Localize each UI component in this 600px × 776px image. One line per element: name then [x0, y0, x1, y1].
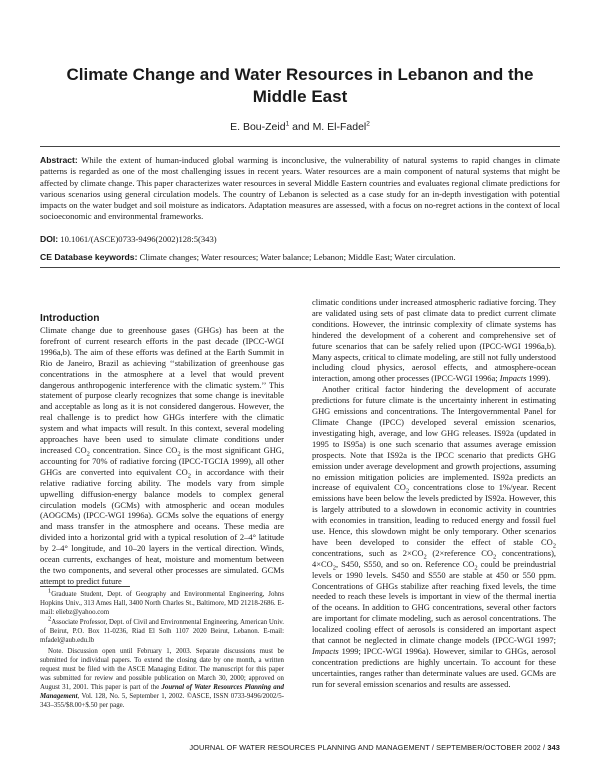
page-number: 343: [547, 743, 560, 752]
section-heading-introduction: Introduction: [40, 313, 100, 324]
intro-text: Climate change due to greenhouse gases (GHGs) has been at the forefront of current research efforts in the past decade (IPCC-WGI 1996a,b). The aim of these efforts was defined at the Earth Summit in Rio de Janeiro, Brazil as achieving ‘‘stabilization of greenhouse gas concentrations in the atmosphere at a level that would prevent dangerous anthropogenic interference with the climatic system.’’ This statement of purpose clearly recognizes that some change is inevitable and acceptable as long as it is not considered dangerous. However, the real challenge is to predict how GHGs interfere with the climatic system and what impacts will result. In this context, several modeling approaches have been used to simulate climate conditions under increased CO: [40, 325, 284, 455]
intro-paragraph: [40, 325, 284, 587]
right-paragraph-2: Another critical factor hindering the development of accurate predictions for future climate is the uncertainty inherent in estimating GHG emissions and concentrations. The Intergovernmental Panel for Climate Change (IPCC) developed several emission scenarios, investigating high, average, and low GHG releases. IS92a (updated in 1995 to IS95a) is one such scenario that assumes average emission prospects. Note that IS92a is the IPCC scenario that predicts GHG emission under average development and growth projections, assuming no emission mitigation policies are implemented. IS92a predicts an increase of equivalent $CO_2$ concentrations close to 1%/year. Recent emissions have been below the levels predicted by IS92a. However, this is largely attributed to a slowdown in economic activity in countries with economies in transition, leading to reduced energy and fossil fuel use. Hence, this slowdown might be only temporary. Other scenarios have been developed to consider the effect of stable $CO_2$ concentrations, such as $2\times CO_2$ (2×reference $CO_2$ concentrations), $4\times CO_2$, S450, S550, and so on. Reference $CO_2$ could be preindustrial levels or 1990 levels. S450 and S550 are stable at 450 or 550 ppm. Concentrations of GHGs stabilize after reaching fixed levels, the time needed to reach these levels is important in view of the thermal inertia of the oceans. In addition to GHG concentrations, several other factors are important for climate modeling, such as aerosol concentrations. The localized cooling effect of aerosols is considered an important aspect that cannot be neglected in climate change models (IPCC-WGI 1997; Impacts 1999; IPCC-WGI 1996a). However, similar to GHGs, aerosol concentration predictions are highly uncertain. To account for these uncertainties, ranges rather than determinate values are used. GCMs are run for several emission scenarios and results are assessed.: [312, 384, 557, 689]
note-text: , Vol. 128, No. 5, September 1, 2002. ©ASCE, ISSN 0733-9496/2002/5-343–355/$8.00+$.50 per page.: [40, 693, 284, 710]
intro-text: in accordance with their relative radiative forcing ability. The models vary from simple upwelling diffusion-energy balance models to complex general circulation models (GCMs) with atmospheric and ocean modules (AOGCMs) (IPCC-WGI 1996a). GCMs solve the equations of energy and mass transfer in the atmosphere and oceans. These media are divided into a horizontal grid with a typical resolution of 2–4° latitude by 2–4° longitude, and 10–20 layers in the vertical direction. Winds, ocean currents, exchanges of heat, moisture and momentum between the two components, and several other processes are simulated. GCMs attempt to predict future: [40, 466, 284, 586]
abstract-label: Abstract:: [40, 155, 78, 165]
keywords-label: CE Database keywords:: [40, 252, 138, 262]
footnote-2: [40, 615, 284, 645]
footnote-text: Graduate Student, Dept. of Geography and Environmental Engineering, Johns Hopkins Univ., 313 Ames Hall, 3400 North Charles St., Baltimore, MD 21218-2686. E-mail: eliebz@yahoo.com: [40, 591, 284, 617]
subscript: 2: [187, 472, 191, 480]
intro-text: concentration. Since CO: [89, 444, 178, 455]
journal-name: Journal of Water Resources Planning and Management: [40, 683, 284, 701]
footnote-1: [40, 587, 284, 617]
abstract: [40, 155, 560, 223]
footnote-mark: 2: [48, 615, 52, 623]
author-name: E. Bou-Zeid: [230, 121, 286, 133]
top-rule: [40, 146, 560, 147]
intro-text: is the most significant GHG, accounting for 70% of radiative forcing (IPCC-TGCIA 1999), all other GHGs are converted into equivalent CO: [40, 444, 284, 477]
author-joiner: and: [289, 121, 313, 133]
author-footnote-mark: 2: [366, 120, 370, 128]
page-footer: [40, 743, 560, 752]
note-text: Note. Discussion open until February 1, 2003. Separate discussions must be submitted for individual papers. To extend the closing date by one month, a written request must be filed with the ASCE Managing Editor. The manuscript for this paper was submitted for review and possible publication on March 30, 2000; approved on August 31, 2001. This paper is part of the: [40, 647, 284, 691]
footnote-rule: [40, 586, 130, 587]
doi-line: [40, 234, 560, 244]
footnotes: [40, 587, 284, 711]
footnote-note: [40, 647, 284, 711]
right-paragraph-1: climatic conditions under increased atmospheric radiative forcing. They are validated using sets of past climate data to predict current climate conditions. However, the intrinsic complexity of climate systems has hindered the development of a coherent and comprehensive set of future scenarios that can be safely relied upon (IPCC-WGI 1996a,b). Many aspects, critical to climate modeling, are still not fully understood including cloud physics, aerosol effects, and atmosphere-ocean interaction, among other processes (IPCC-WGI 1996a; Impacts 1999).: [312, 297, 556, 384]
author-footnote-mark: 1: [285, 120, 290, 128]
subscript: 2: [177, 450, 181, 458]
subscript: 2: [86, 450, 90, 458]
mid-rule: [40, 267, 560, 268]
keywords-line: [40, 252, 560, 262]
footer-journal-line: JOURNAL OF WATER RESOURCES PLANNING AND MANAGEMENT / SEPTEMBER/OCTOBER 2002 /: [189, 743, 548, 752]
footnote-mark: 1: [48, 587, 52, 595]
doi-label: DOI:: [40, 234, 59, 244]
author-line: [40, 121, 560, 133]
doi-value: 10.1061/(ASCE)0733-9496(2002)128:5(343): [60, 234, 217, 244]
right-column: [312, 297, 556, 690]
footnote-text: Associate Professor, Dept. of Civil and Environmental Engineering, American Univ. of Beirut, P.O. Box 11-0236, Riad El Solh 1107 2020 Beirut, Lebanon. E-mail: mfadel@aub.edu.lb: [40, 619, 284, 645]
abstract-text: While the extent of human-induced global warming is inconclusive, the vulnerability of natural systems to rapid changes in climate patterns is regarded as one of the most challenging issues in recent years. Water resources are a main component of natural systems that might be affected by climate change. This paper characterizes water resources in several Middle Eastern countries and evaluates regional climate predictions for various scenarios using general circulation models. The country of Lebanon is selected as a case study for an in-depth investigation with potential impacts on the water budget and soil moisture as indicators. Adaptation measures are assessed, with a focus on no-regret actions in the context of local socioeconomic and environmental frameworks.: [40, 155, 560, 222]
keywords-value: Climate changes; Water resources; Water balance; Lebanon; Middle East; Water circulation.: [139, 252, 456, 262]
author-name: M. El-Fadel: [312, 121, 367, 133]
paper-title: Climate Change and Water Resources in Lebanon and the Middle East: [66, 65, 534, 106]
